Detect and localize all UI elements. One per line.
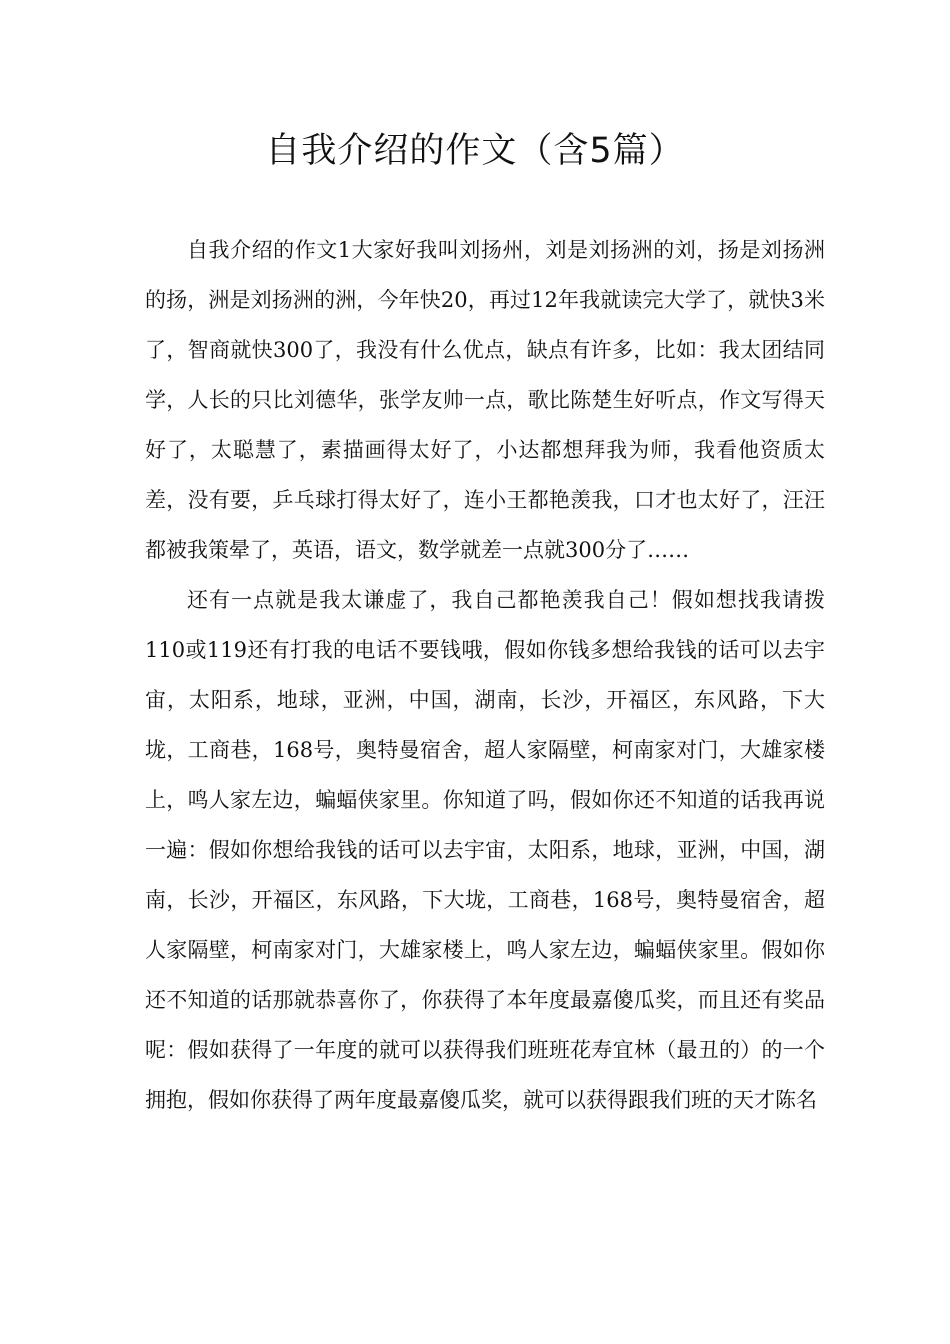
paragraph-1: 自我介绍的作文1大家好我叫刘扬州，刘是刘扬洲的刘，扬是刘扬洲的扬，洲是刘扬洲的洲，今年快20，再过12年我就读完大学了，就快3米了，智商就快300了，我没有什么优点，缺点有许多，比如：我太团结同学，人长的只比刘德华，张学友帅一点，歌比陈楚生好听点，作文写得天好了，太聪慧了，素描画得太好了，小达都想拜我为师，我看他资质太差，没有要，乒乓球打得太好了，连小王都艳羡我，口才也太好了，汪汪都被我策晕了，英语，语文，数学就差一点就300分了…… [145,238,825,562]
paragraph-2: 还有一点就是我太谦虚了，我自己都艳羡我自己！假如想找我请拨110或119还有打我的电话不要钱哦，假如你钱多想给我钱的话可以去宇宙，太阳系，地球，亚洲，中国，湖南，长沙，开福区，东风路，下大垅，工商巷，168号，奥特曼宿舍，超人家隔壁，柯南家对门，大雄家楼上，鸣人家左边，蝙蝠侠家里。你知道了吗，假如你还不知道的话我再说一遍：假如你想给我钱的话可以去宇宙，太阳系，地球，亚洲，中国，湖南，长沙，开福区，东风路，下大垅，工商巷，168号，奥特曼宿舍，超人家隔壁，柯南家对门，大雄家楼上，鸣人家左边，蝙蝠侠家里。假如你还不知道的话那就恭喜你了，你获得了本年度最嘉傻瓜奖，而且还有奖品呢：假如获得了一年度的就可以获得我们班班花寿宜林（最丑的）的一个拥抱，假如你获得了两年度最嘉傻瓜奖，就可以获得跟我们班的天才陈名 [145,588,825,1112]
document-title: 自我介绍的作文（含5篇） [265,131,685,171]
document-body [145,225,825,1125]
